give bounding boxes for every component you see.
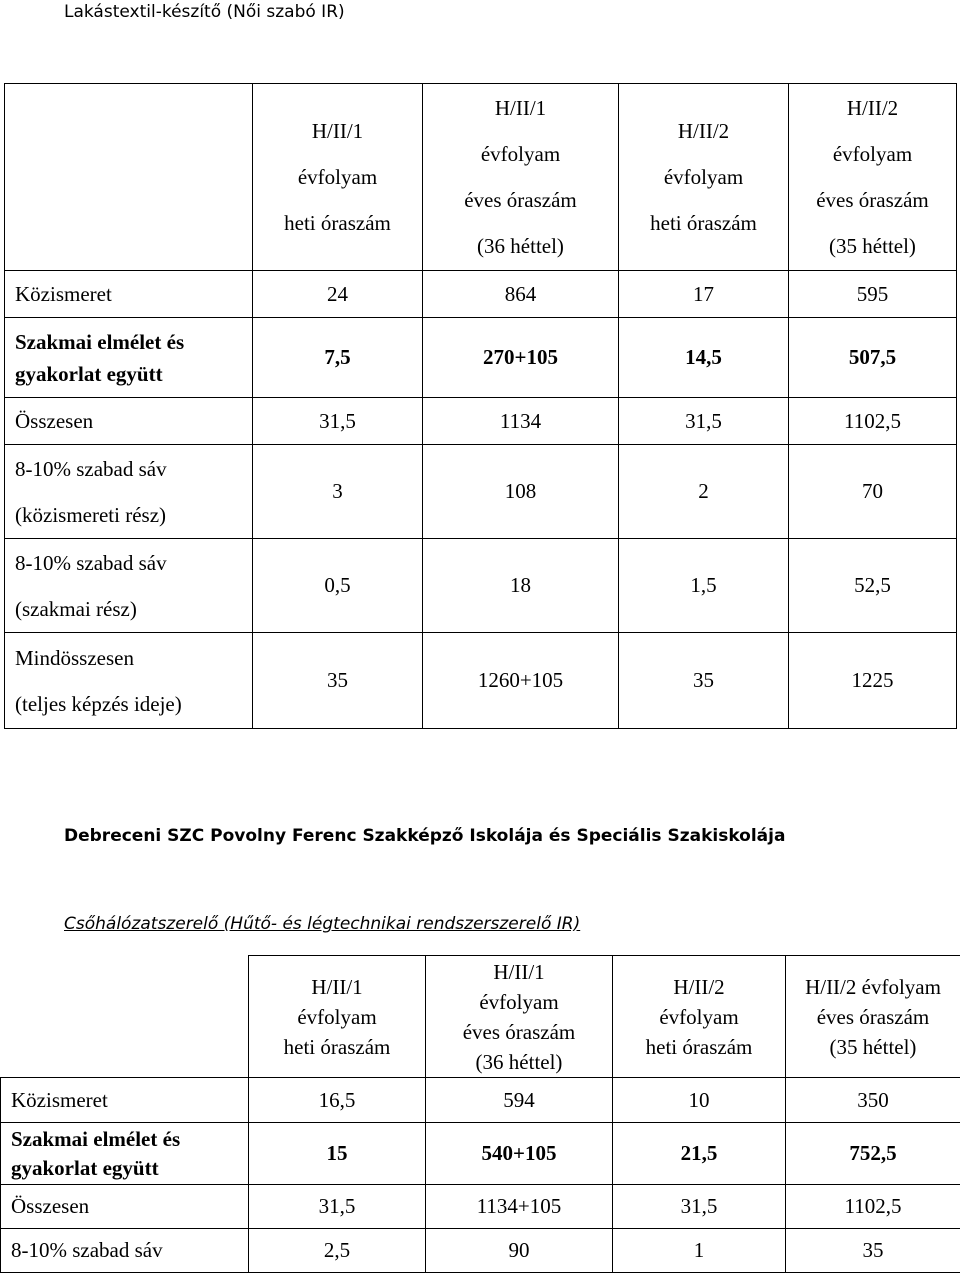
value-cell: 17 [619, 271, 789, 318]
value-cell: 1 [613, 1229, 786, 1273]
row-label-line: Összesen [15, 409, 94, 433]
row-label [5, 633, 253, 729]
table-header-row [1, 956, 960, 1078]
value-cell: 752,5 [786, 1123, 960, 1185]
value-cell: 31,5 [619, 398, 789, 445]
table-row [5, 445, 957, 539]
row-label-line: 8-10% szabad sáv [11, 1238, 163, 1262]
row-label-line: Mindösszesen [15, 645, 134, 670]
header-line: évfolyam [297, 165, 378, 189]
header-cell [786, 956, 960, 1078]
school-title: Debreceni SZC Povolny Ferenc Szakképző Iskolája és Speciális Szakiskolája [64, 826, 786, 846]
header-line: H/II/2 [846, 96, 899, 120]
table-row [5, 539, 957, 633]
row-label-line: gyakorlat együtt [11, 1155, 159, 1180]
row-label [5, 398, 253, 445]
value-cell: 1102,5 [789, 398, 957, 445]
header-line: H/II/1 [494, 96, 547, 120]
header-cell [253, 84, 423, 271]
value-cell: 3 [253, 445, 423, 539]
row-label-line: 8-10% szabad sáv [15, 456, 167, 481]
header-line: évfolyam [297, 1004, 377, 1029]
row-label-line: (közismereti rész) [15, 502, 167, 527]
header-line: évfolyam [659, 1004, 739, 1029]
row-label [5, 445, 253, 539]
value-cell: 21,5 [613, 1123, 786, 1185]
row-label-line: Közismeret [11, 1087, 108, 1112]
table-row [5, 633, 957, 729]
table-row [5, 318, 957, 398]
row-label [5, 539, 253, 633]
header-line: évfolyam [832, 142, 913, 166]
value-cell: 864 [423, 271, 619, 318]
section-title-csohalozat: Csőhálózatszerelő (Hűtő- és légtechnikai rendszerszerelő IR) [64, 914, 581, 934]
header-cell [249, 956, 426, 1078]
value-cell: 540+105 [426, 1123, 613, 1185]
header-line: (36 héttel) [477, 234, 564, 258]
header-line: (35 héttel) [829, 234, 916, 258]
table-row [1, 1123, 960, 1185]
table-row [1, 1229, 960, 1273]
value-cell: 35 [786, 1229, 960, 1273]
table-row [1, 1185, 960, 1229]
value-cell: 1260+105 [423, 633, 619, 729]
header-cell [426, 956, 613, 1078]
header-line: H/II/1 [493, 959, 545, 984]
header-cell [619, 84, 789, 271]
value-cell: 14,5 [619, 318, 789, 398]
value-cell: 18 [423, 539, 619, 633]
row-label-line: Szakmai elmélet és [15, 329, 185, 354]
value-cell: 108 [423, 445, 619, 539]
header-line: éves óraszám [464, 188, 577, 212]
value-cell: 31,5 [613, 1185, 786, 1229]
row-label [5, 318, 253, 398]
section-title-lakastextil: Lakástextil-készítő (Női szabó IR) [64, 2, 345, 22]
value-cell: 70 [789, 445, 957, 539]
header-line: éves óraszám [816, 188, 929, 212]
hours-table-csohalozat [0, 955, 960, 1273]
row-label-line: Közismeret [15, 282, 112, 306]
value-cell: 24 [253, 271, 423, 318]
hours-table-lakastextil [4, 83, 957, 729]
value-cell: 1134 [423, 398, 619, 445]
header-line: heti óraszám [284, 211, 391, 235]
header-line: éves óraszám [462, 1019, 576, 1044]
header-line: H/II/1 [311, 119, 364, 143]
row-label-line: Összesen [11, 1194, 90, 1218]
header-line: H/II/1 [311, 974, 363, 999]
header-line: (35 héttel) [829, 1034, 917, 1059]
row-label-line: gyakorlat együtt [15, 361, 163, 386]
value-cell: 594 [426, 1078, 613, 1123]
header-cell [613, 956, 786, 1078]
header-empty-cell [1, 956, 249, 1078]
header-cell [789, 84, 957, 271]
value-cell: 31,5 [253, 398, 423, 445]
table-row [5, 398, 957, 445]
value-cell: 595 [789, 271, 957, 318]
table-header-row [5, 84, 957, 271]
row-label [1, 1123, 249, 1185]
value-cell: 1225 [789, 633, 957, 729]
row-label-line: 8-10% szabad sáv [15, 550, 167, 575]
value-cell: 1,5 [619, 539, 789, 633]
header-line: évfolyam [480, 142, 561, 166]
value-cell: 1102,5 [786, 1185, 960, 1229]
row-label [1, 1229, 249, 1273]
value-cell: 507,5 [789, 318, 957, 398]
table-row [1, 1078, 960, 1123]
row-label-line: Szakmai elmélet és [11, 1126, 181, 1151]
header-line: éves óraszám [816, 1004, 930, 1029]
row-label [5, 271, 253, 318]
value-cell: 52,5 [789, 539, 957, 633]
value-cell: 15 [249, 1123, 426, 1185]
table-row [5, 271, 957, 318]
value-cell: 1134+105 [426, 1185, 613, 1229]
header-empty-cell [5, 84, 253, 271]
value-cell: 16,5 [249, 1078, 426, 1123]
value-cell: 90 [426, 1229, 613, 1273]
value-cell: 31,5 [249, 1185, 426, 1229]
header-line: évfolyam [479, 989, 559, 1014]
row-label [1, 1185, 249, 1229]
header-line: heti óraszám [645, 1034, 753, 1059]
value-cell: 2,5 [249, 1229, 426, 1273]
header-line: évfolyam [663, 165, 744, 189]
value-cell: 0,5 [253, 539, 423, 633]
header-line: (36 héttel) [475, 1049, 563, 1074]
value-cell: 35 [253, 633, 423, 729]
value-cell: 270+105 [423, 318, 619, 398]
header-cell [423, 84, 619, 271]
header-line: H/II/2 évfolyam [805, 974, 941, 999]
value-cell: 2 [619, 445, 789, 539]
row-label-line: (szakmai rész) [15, 596, 137, 621]
value-cell: 35 [619, 633, 789, 729]
value-cell: 350 [786, 1078, 960, 1123]
header-line: heti óraszám [283, 1034, 391, 1059]
value-cell: 10 [613, 1078, 786, 1123]
row-label [1, 1078, 249, 1123]
header-line: heti óraszám [650, 211, 757, 235]
header-line: H/II/2 [673, 974, 725, 999]
header-line: H/II/2 [677, 119, 730, 143]
row-label-line: (teljes képzés ideje) [15, 691, 182, 716]
value-cell: 7,5 [253, 318, 423, 398]
